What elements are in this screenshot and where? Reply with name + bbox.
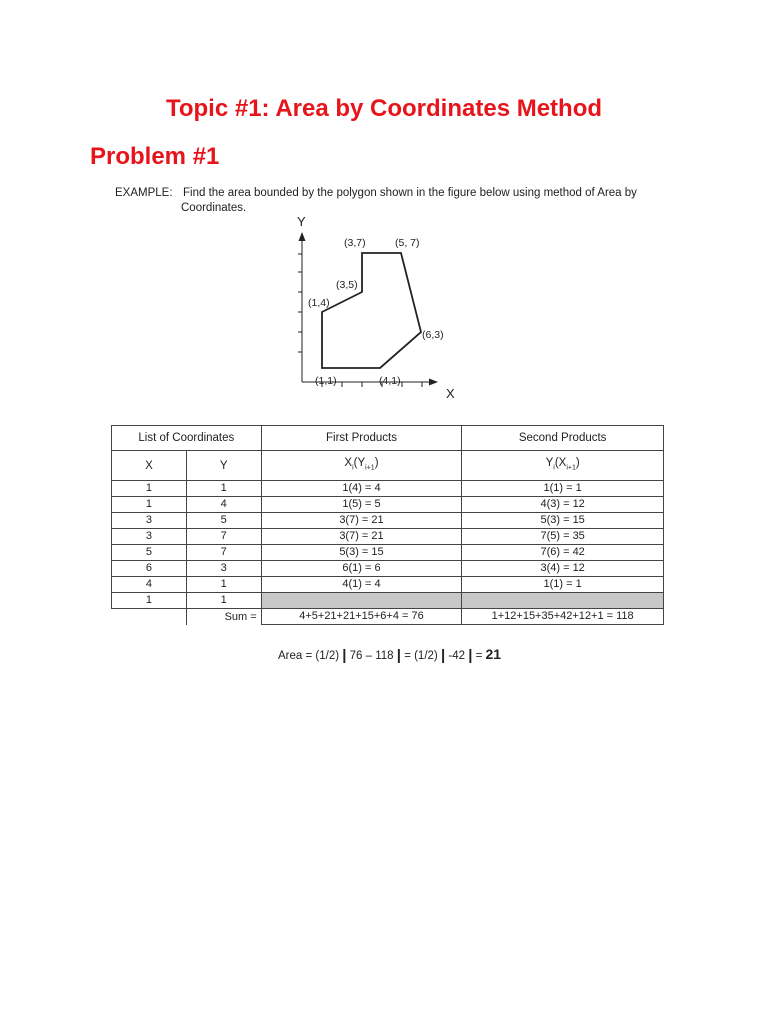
cell-first-product: 1(5) = 5 <box>261 497 462 513</box>
cell-first-product: 1(4) = 4 <box>261 481 462 497</box>
sum-blank <box>112 609 187 625</box>
cell-first-product: 4(1) = 4 <box>261 577 462 593</box>
x-ticks <box>322 382 422 387</box>
header-first-formula: $X_i(Y_{i+1})$ <box>261 451 462 481</box>
vertex-label-3-7: (3,7) <box>344 237 366 249</box>
vertex-label-5-7: (5, 7) <box>395 237 420 249</box>
cell-x: 5 <box>112 545 187 561</box>
header-second-products: Second Products <box>462 426 664 451</box>
cell-second-product: 7(5) = 35 <box>462 529 664 545</box>
header-x: X <box>112 451 187 481</box>
vertex-label-6-3: (6,3) <box>422 329 444 341</box>
cell-second-product-blank <box>462 593 664 609</box>
vertex-label-1-4: (1,4) <box>308 297 330 309</box>
vertex-label-1-1: (1,1) <box>315 375 337 387</box>
header-second-formula: $Y_i(X_{i+1})$ <box>462 451 664 481</box>
sum-second-products: 1+12+15+35+42+12+1 = 118 <box>462 609 664 625</box>
area-inner-1: 76 – 118 <box>349 650 394 662</box>
table-row <box>112 545 664 561</box>
cell-second-product: 7(6) = 42 <box>462 545 664 561</box>
cell-x: 1 <box>112 481 187 497</box>
sum-row <box>112 609 664 625</box>
cell-y: 5 <box>186 513 261 529</box>
cell-second-product: 4(3) = 12 <box>462 497 664 513</box>
cell-x: 3 <box>112 513 187 529</box>
abs-bar: | <box>468 647 473 664</box>
area-prefix: Area = (1/2) <box>278 650 340 662</box>
polygon-figure <box>280 210 490 410</box>
cell-first-product: 6(1) = 6 <box>261 561 462 577</box>
header-first-products: First Products <box>261 426 462 451</box>
abs-bar: | <box>342 647 347 664</box>
cell-first-product-blank <box>261 593 462 609</box>
y-ticks <box>298 254 302 352</box>
polygon-shape <box>322 253 421 368</box>
table-row <box>112 513 664 529</box>
area-equals: = <box>475 650 483 662</box>
cell-y: 3 <box>186 561 261 577</box>
table-row <box>112 561 664 577</box>
cell-x: 3 <box>112 529 187 545</box>
area-result-line <box>278 646 501 663</box>
example-lead: EXAMPLE: <box>115 187 173 199</box>
area-middle: = (1/2) <box>404 650 438 662</box>
x-axis-label: X <box>446 386 455 401</box>
table-row <box>112 481 664 497</box>
example-line-2: Coordinates. <box>181 202 247 214</box>
cell-y: 1 <box>186 577 261 593</box>
cell-y: 4 <box>186 497 261 513</box>
cell-y: 7 <box>186 545 261 561</box>
page-title: Topic #1: Area by Coordinates Method <box>165 95 603 122</box>
area-inner-2: -42 <box>448 650 465 662</box>
abs-bar: | <box>396 647 401 664</box>
table-row <box>112 529 664 545</box>
cell-x: 4 <box>112 577 187 593</box>
example-line-1 <box>115 186 645 201</box>
cell-y: 1 <box>186 593 261 609</box>
table-subheader-row <box>112 451 664 481</box>
table-header-row <box>112 426 664 451</box>
abs-bar: | <box>440 647 446 664</box>
x-axis-arrow <box>429 379 438 386</box>
cell-first-product: 3(7) = 21 <box>261 513 462 529</box>
cell-x: 6 <box>112 561 187 577</box>
cell-second-product: 3(4) = 12 <box>462 561 664 577</box>
cell-y: 7 <box>186 529 261 545</box>
area-result: 21 <box>485 646 502 662</box>
problem-heading: Problem #1 <box>90 143 220 170</box>
cell-x: 1 <box>112 593 187 609</box>
y-axis-label: Y <box>297 214 306 229</box>
header-list-of-coordinates: List of Coordinates <box>112 426 262 451</box>
cell-second-product: 1(1) = 1 <box>462 481 664 497</box>
table-row <box>112 497 664 513</box>
vertex-label-4-1: (4,1) <box>379 375 401 387</box>
cell-first-product: 5(3) = 15 <box>261 545 462 561</box>
cell-x: 1 <box>112 497 187 513</box>
cell-y: 1 <box>186 481 261 497</box>
cell-second-product: 5(3) = 15 <box>462 513 664 529</box>
cell-second-product: 1(1) = 1 <box>462 577 664 593</box>
cell-first-product: 3(7) = 21 <box>261 529 462 545</box>
table-row <box>112 593 664 609</box>
table-row <box>112 577 664 593</box>
y-axis-arrow <box>299 232 306 241</box>
coordinates-table <box>111 425 664 625</box>
example-text-1: Find the area bounded by the polygon shown in the figure below using method of Area by <box>183 187 637 199</box>
header-y: Y <box>186 451 261 481</box>
sum-first-products: 4+5+21+21+15+6+4 = 76 <box>261 609 462 625</box>
sum-label: Sum = <box>224 610 257 623</box>
vertex-label-3-5: (3,5) <box>336 279 358 291</box>
